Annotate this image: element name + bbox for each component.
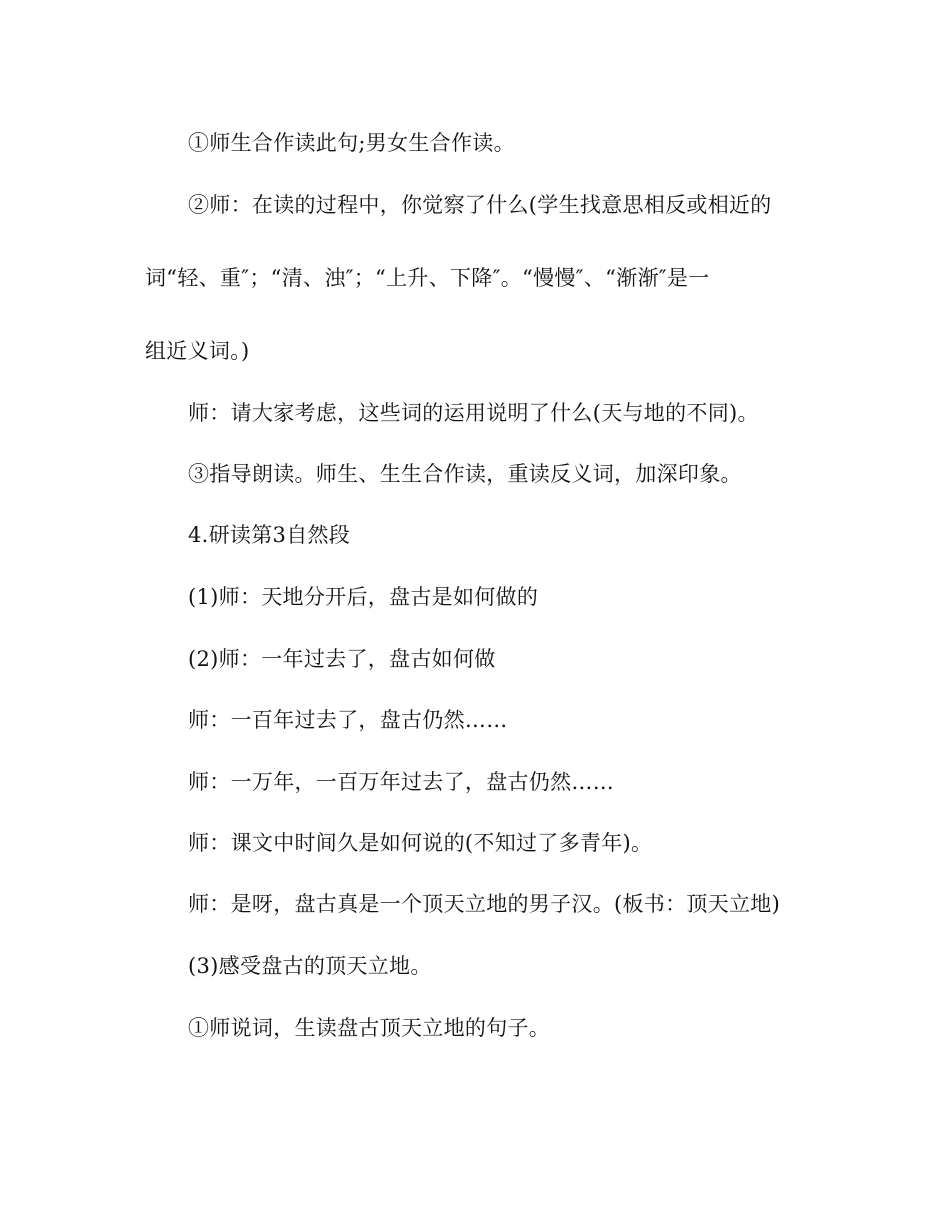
paragraph-line-6: ③指导朗读。师生、生生合作读，重读反义词，加深印象。	[188, 462, 742, 486]
paragraph-line-5: 师：请大家考虑，这些词的运用说明了什么(天与地的不同)。	[188, 401, 759, 425]
paragraph-line-1: ①师生合作读此句;男女生合作读。	[188, 131, 515, 155]
paragraph-line-10: 师：一百年过去了，盘古仍然……	[188, 708, 508, 732]
paragraph-line-9: (2)师：一年过去了，盘古如何做	[188, 647, 496, 671]
paragraph-line-8: (1)师：天地分开后，盘古是如何做的	[188, 585, 539, 609]
paragraph-line-14: (3)感受盘古的顶天立地。	[188, 954, 432, 978]
paragraph-line-13: 师：是呀，盘古真是一个顶天立地的男子汉。(板书：顶天立地)	[188, 892, 781, 916]
paragraph-line-15: ①师说词，生读盘古顶天立地的句子。	[188, 1016, 551, 1040]
paragraph-line-2: ②师：在读的过程中，你觉察了什么(学生找意思相反或相近的	[188, 193, 772, 217]
paragraph-line-11: 师：一万年，一百万年过去了，盘古仍然……	[188, 770, 614, 794]
paragraph-line-3: 词“轻、重″；“清、浊″；“上升、下降″。“慢慢″、“渐渐″是一	[145, 266, 710, 290]
section-heading: 4.研读第3自然段	[188, 523, 351, 547]
paragraph-line-4: 组近义词。)	[145, 339, 250, 363]
paragraph-line-12: 师：课文中时间久是如何说的(不知过了多青年)。	[188, 831, 653, 855]
